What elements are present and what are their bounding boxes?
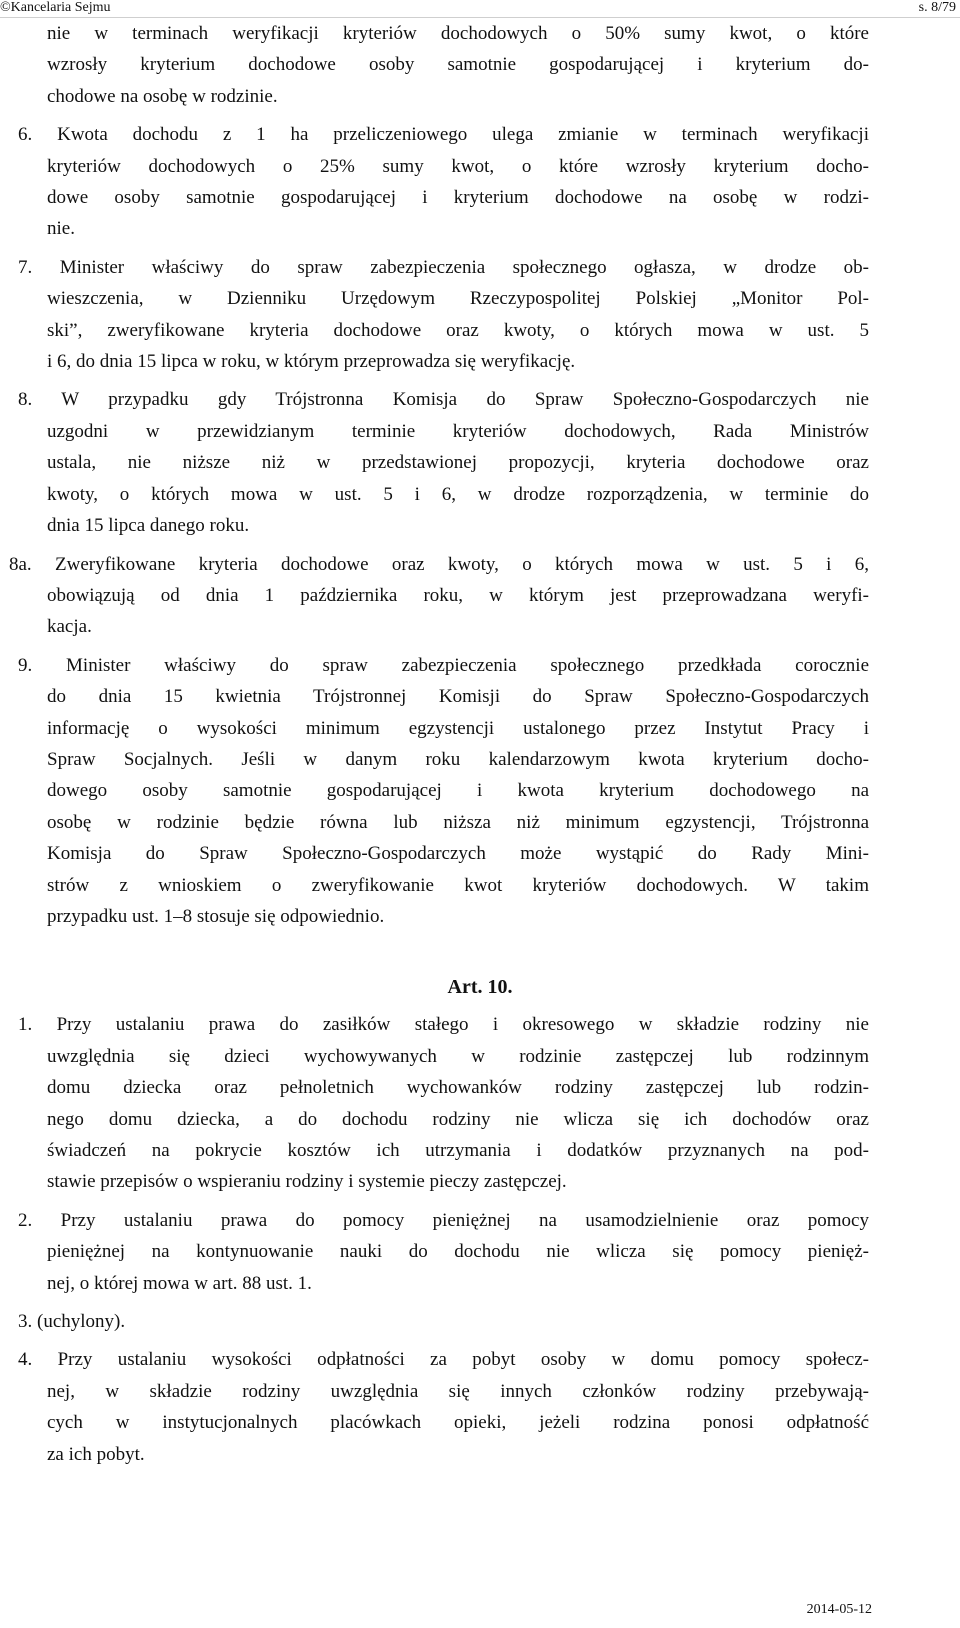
- text-line: i 6, do dnia 15 lipca w roku, w którym przeprowadza się weryfikację.: [47, 351, 576, 373]
- text-line: kacja.: [47, 616, 92, 638]
- text-line: dowe osoby samotnie gospodarującej i kryterium dochodowe na osobę w rodzi-: [47, 187, 869, 209]
- text-line: wieszczenia, w Dzienniku Urzędowym Rzeczypospolitej Polskiej „Monitor Pol-: [47, 288, 869, 310]
- paragraph-p7: [0, 252, 960, 378]
- text-line: obowiązują od dnia 1 października roku, w którym jest przeprowadzana weryfi-: [47, 584, 869, 606]
- paragraph-p8a: [0, 549, 960, 643]
- paragraph-p9: [0, 650, 960, 933]
- text-line: 2. Przy ustalaniu prawa do pomocy pieniężnej na usamodzielnienie oraz pomocy: [18, 1209, 869, 1231]
- text-line: strów z wnioskiem o zweryfikowanie kwot kryteriów dochodowych. W takim: [47, 874, 869, 896]
- paragraph-cont: [0, 18, 960, 112]
- text-line: uwzględnia się dzieci wychowywanych w rodzinie zastępczej lub rodzinnym: [47, 1045, 869, 1067]
- paragraph-a3: [0, 1306, 960, 1337]
- text-line: nego domu dziecka, a do dochodu rodziny nie wlicza się ich dochodów oraz: [47, 1108, 869, 1130]
- document-body: [0, 18, 960, 1477]
- text-line: przypadku ust. 1–8 stosuje się odpowiednio.: [47, 905, 385, 927]
- text-line: Komisja do Spraw Społeczno-Gospodarczych może wystąpić do Rady Mini-: [47, 843, 869, 865]
- text-line: 8. W przypadku gdy Trójstronna Komisja do Spraw Społeczno-Gospodarczych nie: [18, 389, 869, 411]
- paragraph-p6: [0, 119, 960, 245]
- text-line: dnia 15 lipca danego roku.: [47, 515, 250, 537]
- text-line: 4. Przy ustalaniu wysokości odpłatności za pobyt osoby w domu pomocy społecz-: [18, 1349, 869, 1371]
- text-line: ustala, nie niższe niż w przedstawionej propozycji, kryteria dochodowe oraz: [47, 452, 869, 474]
- publisher-label: ©Kancelaria Sejmu: [0, 0, 111, 15]
- page-number: s. 8/79: [918, 0, 956, 15]
- text-line: ski”, zweryfikowane kryteria dochodowe oraz kwoty, o których mowa w ust. 5: [47, 319, 869, 341]
- text-line: nej, w składzie rodziny uwzględnia się innych członków rodziny przebywają-: [47, 1380, 869, 1402]
- text-line: kwoty, o których mowa w ust. 5 i 6, w drodze rozporządzenia, w terminie do: [47, 483, 869, 505]
- text-line: nie.: [47, 218, 75, 240]
- text-line: pieniężnej na kontynuowanie nauki do dochodu nie wlicza się pomocy pienięż-: [47, 1241, 869, 1263]
- text-line: Spraw Socjalnych. Jeśli w danym roku kalendarzowym kwota kryterium docho-: [47, 748, 869, 770]
- text-line: stawie przepisów o wspieraniu rodziny i systemie pieczy zastępczej.: [47, 1171, 567, 1193]
- text-line: cych w instytucjonalnych placówkach opieki, jeżeli rodzina ponosi odpłatność: [47, 1412, 869, 1434]
- text-line: nej, o której mowa w art. 88 ust. 1.: [47, 1272, 312, 1294]
- footer-date: 2014-05-12: [806, 1602, 872, 1617]
- text-line: uzgodni w przewidzianym terminie kryteriów dochodowych, Rada Ministrów: [47, 420, 869, 442]
- text-line: 1. Przy ustalaniu prawa do zasiłków stałego i okresowego w składzie rodziny nie: [18, 1014, 869, 1036]
- text-line: 7. Minister właściwy do spraw zabezpieczenia społecznego ogłasza, w drodze ob-: [18, 256, 869, 278]
- text-line: 9. Minister właściwy do spraw zabezpieczenia społecznego przedkłada corocznie: [18, 654, 869, 676]
- text-line: do dnia 15 kwietnia Trójstronnej Komisji do Spraw Społeczno-Gospodarczych: [47, 686, 869, 708]
- text-line: 8a. Zweryfikowane kryteria dochodowe oraz kwoty, o których mowa w ust. 5 i 6,: [9, 553, 869, 575]
- text-line: domu dziecka oraz pełnoletnich wychowanków rodziny zastępczej lub rodzin-: [47, 1077, 869, 1099]
- article-title: Art. 10.: [447, 976, 513, 999]
- paragraph-a4: [0, 1344, 960, 1470]
- text-line: kryteriów dochodowych o 25% sumy kwot, o które wzrosły kryterium docho-: [47, 155, 869, 177]
- text-line: dowego osoby samotnie gospodarującej i kwota kryterium dochodowego na: [47, 780, 869, 802]
- paragraph-p8: [0, 384, 960, 541]
- text-line: świadczeń na pokrycie kosztów ich utrzymania i dodatków przyznanych na pod-: [47, 1140, 869, 1161]
- text-line: 6. Kwota dochodu z 1 ha przeliczeniowego ulega zmianie w terminach weryfikacji: [18, 124, 869, 146]
- text-line: chodowe na osobę w rodzinie.: [47, 85, 278, 107]
- text-line: 3. (uchylony).: [18, 1311, 126, 1333]
- text-line: osobę w rodzinie będzie równa lub niższa niż minimum egzystencji, Trójstronna: [47, 811, 869, 833]
- text-line: za ich pobyt.: [47, 1443, 145, 1465]
- text-line: nie w terminach weryfikacji kryteriów dochodowych o 50% sumy kwot, o które: [47, 23, 869, 44]
- text-line: wzrosły kryterium dochodowe osoby samotnie gospodarującej i kryterium do-: [47, 54, 869, 76]
- paragraph-a1: [0, 1009, 960, 1197]
- text-line: informację o wysokości minimum egzystencji ustalonego przez Instytut Pracy i: [47, 717, 869, 739]
- paragraph-a2: [0, 1205, 960, 1299]
- page-header: [0, 0, 960, 18]
